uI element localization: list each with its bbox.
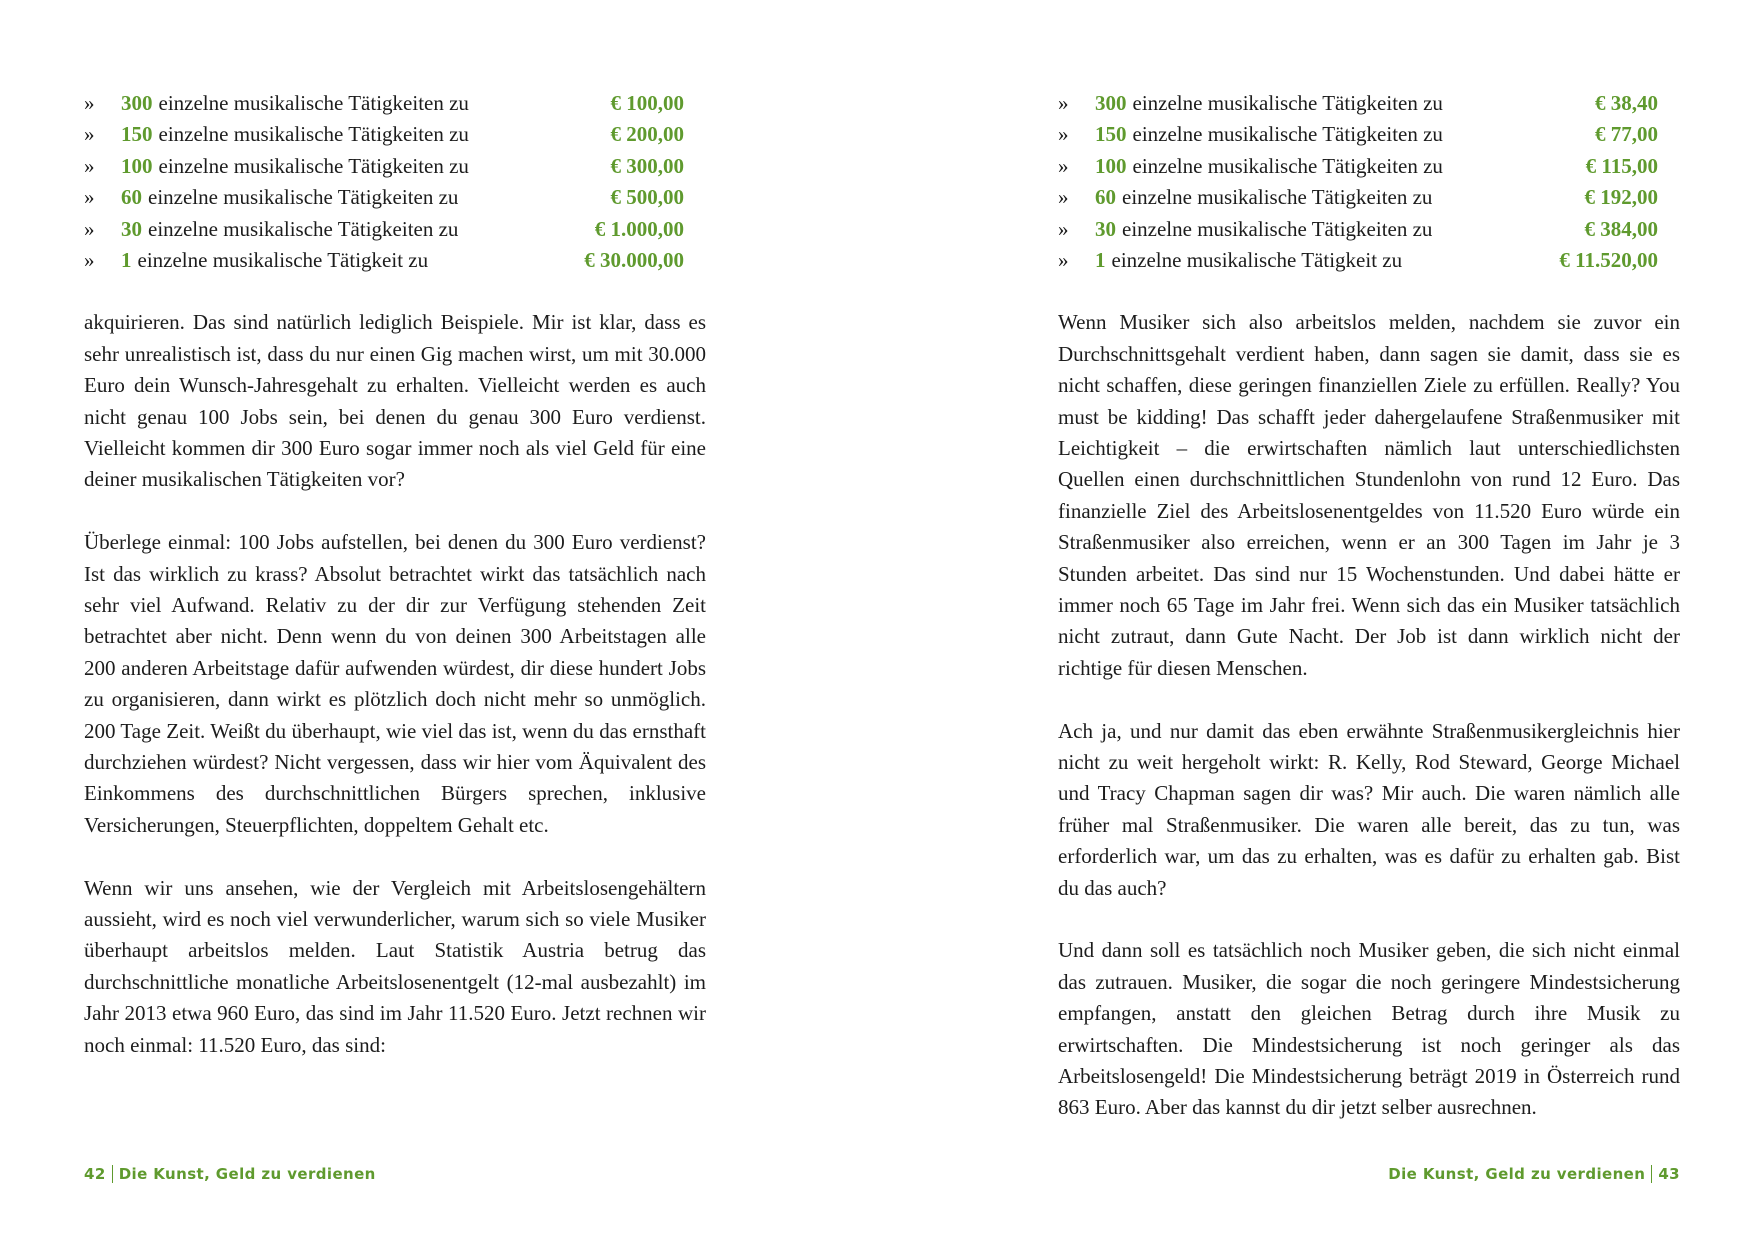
bullet-glyph: » <box>1058 247 1069 272</box>
bullet-glyph: » <box>84 216 95 241</box>
bullet-glyph: » <box>1058 185 1069 210</box>
body-paragraph: Ach ja, und nur damit das eben erwähnte Straßenmusikergleichnis hier nicht zu weit hergeholt wirkt: R. Kelly, Rod Steward, George Michael und Tracy Chapman sagen dir was? Mir auch. Die waren nämlich alle früher mal Straßenmusiker. Die waren alle bereit, das zu tun, was erforderlich war, um das zu erhalten, was es dafür zu erhalten gab. Bist du das auch? <box>1058 718 1680 900</box>
price: € 115,00 <box>1585 153 1658 178</box>
quantity: 150 <box>1095 122 1127 147</box>
list-item <box>84 119 684 150</box>
price: € 77,00 <box>1595 122 1658 147</box>
price: € 500,00 <box>610 185 684 210</box>
bullet-glyph: » <box>84 122 95 147</box>
item-text: einzelne musikalische Tätigkeiten zu <box>1132 153 1443 178</box>
body-paragraph: Wenn Musiker sich also arbeitslos melden, nachdem sie zuvor ein Durchschnittsgehalt verdient haben, dann sagen sie damit, dass sie es nicht schaffen, diese geringen finanziellen Ziele zu erfüllen. Really? You must be kidding! Das schafft jeder dahergelaufene Straßenmusiker mit Leichtigkeit – die erwirtschaften nämlich laut unterschiedlichsten Quellen einen durchschnittlichen Stundenlohn von rund 12 Euro. Das finanzielle Ziel des Arbeitslosenentgeldes von 11.520 Euro würde ein Straßenmusiker also erreichen, wenn er an 300 Tagen im Jahr je 3 Stunden arbeitet. Das sind nur 15 Wochenstunden. Und dabei hätte er immer noch 65 Tage im Jahr frei. Wenn sich das ein Musiker tatsächlich nicht zutraut, dann Gute Nacht. Der Job ist dann wirklich nicht der richtige für diesen Menschen. <box>1058 310 1680 680</box>
list-item <box>84 214 684 245</box>
body-paragraph: Und dann soll es tatsächlich noch Musiker geben, die sich nicht einmal das zutrauen. Musiker, die sogar die noch geringere Mindestsicherung empfangen, anstatt den gleichen Betrag durch ihre Musik zu erwirtschaften. Die Mindestsicherung ist noch geringer als das Arbeitslosengeld! Die Mindestsicherung beträgt 2019 in Österreich rund 863 Euro. Aber das kannst du dir jetzt selber ausrechnen. <box>1058 938 1680 1120</box>
list-item <box>84 245 684 276</box>
price: € 200,00 <box>610 122 684 147</box>
bullet-glyph: » <box>84 153 95 178</box>
quantity: 150 <box>121 122 153 147</box>
footer-separator <box>1651 1165 1652 1183</box>
running-title: Die Kunst, Geld zu verdienen <box>1388 1165 1646 1183</box>
price: € 30.000,00 <box>584 247 684 272</box>
page-number: 42 <box>84 1165 106 1183</box>
quantity: 1 <box>1095 247 1106 272</box>
item-text: einzelne musikalische Tätigkeiten zu <box>1122 185 1433 210</box>
bullet-glyph: » <box>1058 91 1069 115</box>
bullet-glyph: » <box>1058 122 1069 147</box>
item-text: einzelne musikalische Tätigkeiten zu <box>1132 91 1443 115</box>
price: € 384,00 <box>1584 216 1658 241</box>
list-item <box>84 182 684 213</box>
item-text: einzelne musikalische Tätigkeiten zu <box>1132 122 1443 147</box>
list-item <box>84 88 684 119</box>
quantity: 100 <box>121 153 153 178</box>
item-text: einzelne musikalische Tätigkeiten zu <box>158 122 469 147</box>
page-footer <box>84 1165 376 1183</box>
left-text-column <box>84 88 706 1092</box>
quantity: 300 <box>121 91 153 115</box>
item-text: einzelne musikalische Tätigkeiten zu <box>148 185 459 210</box>
list-item <box>1058 151 1658 182</box>
page-footer <box>1388 1165 1680 1183</box>
bullet-glyph: » <box>84 247 95 272</box>
bullet-glyph: » <box>84 185 95 210</box>
price: € 11.520,00 <box>1559 247 1658 272</box>
right-text-column <box>1058 88 1680 1155</box>
quantity: 60 <box>121 185 142 210</box>
item-text: einzelne musikalische Tätigkeiten zu <box>158 153 469 178</box>
list-item <box>1058 88 1658 119</box>
running-title: Die Kunst, Geld zu verdienen <box>118 1165 376 1183</box>
quantity: 1 <box>121 247 132 272</box>
price: € 300,00 <box>610 153 684 178</box>
body-paragraph: akquirieren. Das sind natürlich lediglich Beispiele. Mir ist klar, dass es sehr unrealistisch ist, dass du nur einen Gig machen wirst, um mit 30.000 Euro dein Wunsch-Jahresgehalt zu erhalten. Vielleicht werden es auch nicht genau 100 Jobs sein, bei denen du genau 300 Euro verdienst. Vielleicht kommen dir 300 Euro sogar immer noch als viel Geld für eine deiner musikalischen Tätigkeiten vor? <box>84 310 706 492</box>
right-price-list <box>1058 88 1658 276</box>
bullet-glyph: » <box>1058 216 1069 241</box>
quantity: 30 <box>121 216 142 241</box>
footer-separator <box>112 1165 113 1183</box>
body-paragraph: Wenn wir uns ansehen, wie der Vergleich mit Arbeitslosengehältern aussieht, wird es noch viel verwunderlicher, warum sich so viele Musiker überhaupt arbeitslos melden. Laut Statistik Austria betrug das durchschnittliche monatliche Arbeitslosenentgelt (12-mal ausbezahlt) im Jahr 2013 etwa 960 Euro, das sind im Jahr 11.520 Euro. Jetzt rechnen wir noch einmal: 11.520 Euro, das sind: <box>84 875 706 1057</box>
right-page <box>874 0 1748 1240</box>
item-text: einzelne musikalische Tätigkeiten zu <box>1122 216 1433 241</box>
left-price-list <box>84 88 684 276</box>
list-item <box>1058 119 1658 150</box>
list-item <box>1058 214 1658 245</box>
page-number: 43 <box>1658 1165 1680 1183</box>
bullet-glyph: » <box>1058 153 1069 178</box>
price: € 192,00 <box>1584 185 1658 210</box>
list-item <box>84 151 684 182</box>
item-text: einzelne musikalische Tätigkeiten zu <box>158 91 469 115</box>
price: € 38,40 <box>1595 91 1658 115</box>
item-text: einzelne musikalische Tätigkeit zu <box>137 247 429 272</box>
body-paragraph: Überlege einmal: 100 Jobs aufstellen, bei denen du 300 Euro verdienst? Ist das wirklich zu krass? Absolut betrachtet wirkt das tatsächlich nach sehr viel Aufwand. Relativ zu der dir zur Verfügung stehenden Zeit betrachtet aber nicht. Denn wenn du von deinen 300 Arbeitstagen alle 200 anderen Arbeitstage dafür aufwenden würdest, dir diese hundert Jobs zu organisieren, dann wirkt es plötzlich doch nicht mehr so unmöglich. 200 Tage Zeit. Weißt du überhaupt, wie viel das ist, wenn du das ernsthaft durchziehen würdest? Nicht vergessen, dass wir hier vom Äquivalent des Einkommens des durchschnittlichen Bürgers sprechen, inklusive Versicherungen, Steuerpflichten, doppeltem Gehalt etc. <box>84 530 706 837</box>
item-text: einzelne musikalische Tätigkeiten zu <box>148 216 459 241</box>
price: € 100,00 <box>610 91 684 115</box>
list-item <box>1058 245 1658 276</box>
price: € 1.000,00 <box>594 216 684 241</box>
item-text: einzelne musikalische Tätigkeit zu <box>1111 247 1403 272</box>
list-item <box>1058 182 1658 213</box>
quantity: 30 <box>1095 216 1116 241</box>
quantity: 60 <box>1095 185 1116 210</box>
quantity: 100 <box>1095 153 1127 178</box>
bullet-glyph: » <box>84 91 95 115</box>
quantity: 300 <box>1095 91 1127 115</box>
